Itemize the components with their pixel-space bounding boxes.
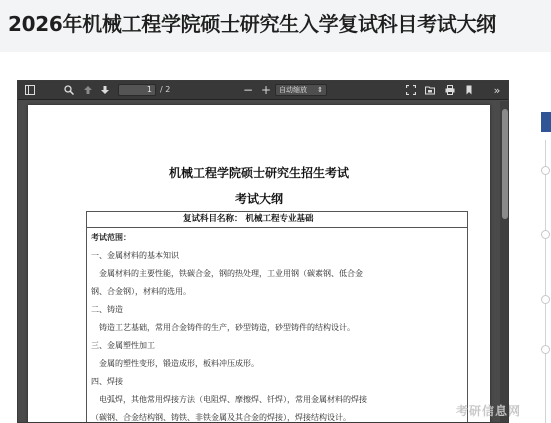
title-bar: [0, 0, 551, 52]
syllabus-line: 钢、合金钢），材料的选用。: [91, 287, 191, 296]
document-subheading: 考试大纲: [234, 192, 283, 206]
scroll-thumb[interactable]: [502, 109, 508, 219]
sidebar-toggle-icon[interactable]: [22, 83, 38, 98]
zoom-caret-icon: ⇕: [317, 86, 323, 94]
timeline-dot: [541, 345, 550, 354]
subject-name: 复试科目名称： 机械工程专业基础: [87, 212, 467, 228]
bookmark-icon[interactable]: [462, 83, 476, 98]
zoom-value: 自动缩放: [279, 86, 307, 94]
pdf-viewer: [17, 80, 509, 423]
pdf-page-1: [28, 105, 490, 423]
timeline-dot: [541, 230, 550, 239]
syllabus-line: 三、金属塑性加工: [91, 341, 155, 350]
print-icon[interactable]: [443, 83, 457, 98]
timeline-dot: [541, 166, 550, 175]
more-tools-button[interactable]: »: [493, 84, 501, 97]
document-heading: 机械工程学院硕士研究生招生考试: [168, 166, 349, 180]
syllabus-line: （碳钢、合金结构钢、铸铁、非铁金属及其合金的焊接），焊接结构设计。: [91, 413, 351, 422]
syllabus-line: 金属的塑性变形，锻造成形，板料冲压成形。: [99, 359, 259, 368]
zoom-select[interactable]: [275, 84, 327, 96]
timeline-rail: [545, 140, 546, 423]
folder-open-icon[interactable]: [423, 83, 437, 98]
syllabus-line: 铸造工艺基础，常用合金铸件的生产，砂型铸造，砂型铸件的结构设计。: [99, 323, 355, 332]
side-panel-tab[interactable]: [541, 112, 551, 132]
zoom-out-button[interactable]: −: [242, 83, 254, 97]
fullscreen-icon[interactable]: [404, 83, 418, 98]
arrow-up-icon[interactable]: [81, 83, 95, 98]
timeline-dot: [541, 295, 550, 304]
watermark: 考研信息网: [456, 404, 522, 418]
syllabus-line: 金属材料的主要性能，铁碳合金，钢的热处理，工业用钢（碳素钢、低合金: [99, 269, 363, 278]
pdf-toolbar: [18, 81, 509, 100]
vertical-scrollbar[interactable]: [500, 101, 509, 423]
page-number-input[interactable]: 1: [118, 84, 156, 96]
page-title: 2026年机械工程学院硕士研究生入学复试科目考试大纲: [8, 12, 496, 36]
syllabus-line: 考试范围：: [91, 233, 131, 242]
zoom-in-button[interactable]: +: [260, 83, 272, 97]
syllabus-line: 四、焊接: [91, 377, 123, 386]
arrow-down-icon[interactable]: [98, 83, 112, 98]
syllabus-table: [86, 211, 468, 423]
page-count: / 2: [160, 85, 171, 94]
syllabus-line: 电弧焊，其他常用焊接方法（电阻焊、摩擦焊、钎焊），常用金属材料的焊接: [99, 395, 367, 404]
document-canvas[interactable]: [18, 101, 500, 423]
syllabus-line: 一、金属材料的基本知识: [91, 251, 179, 260]
search-icon[interactable]: [62, 83, 76, 98]
syllabus-line: 二、铸造: [91, 305, 123, 314]
